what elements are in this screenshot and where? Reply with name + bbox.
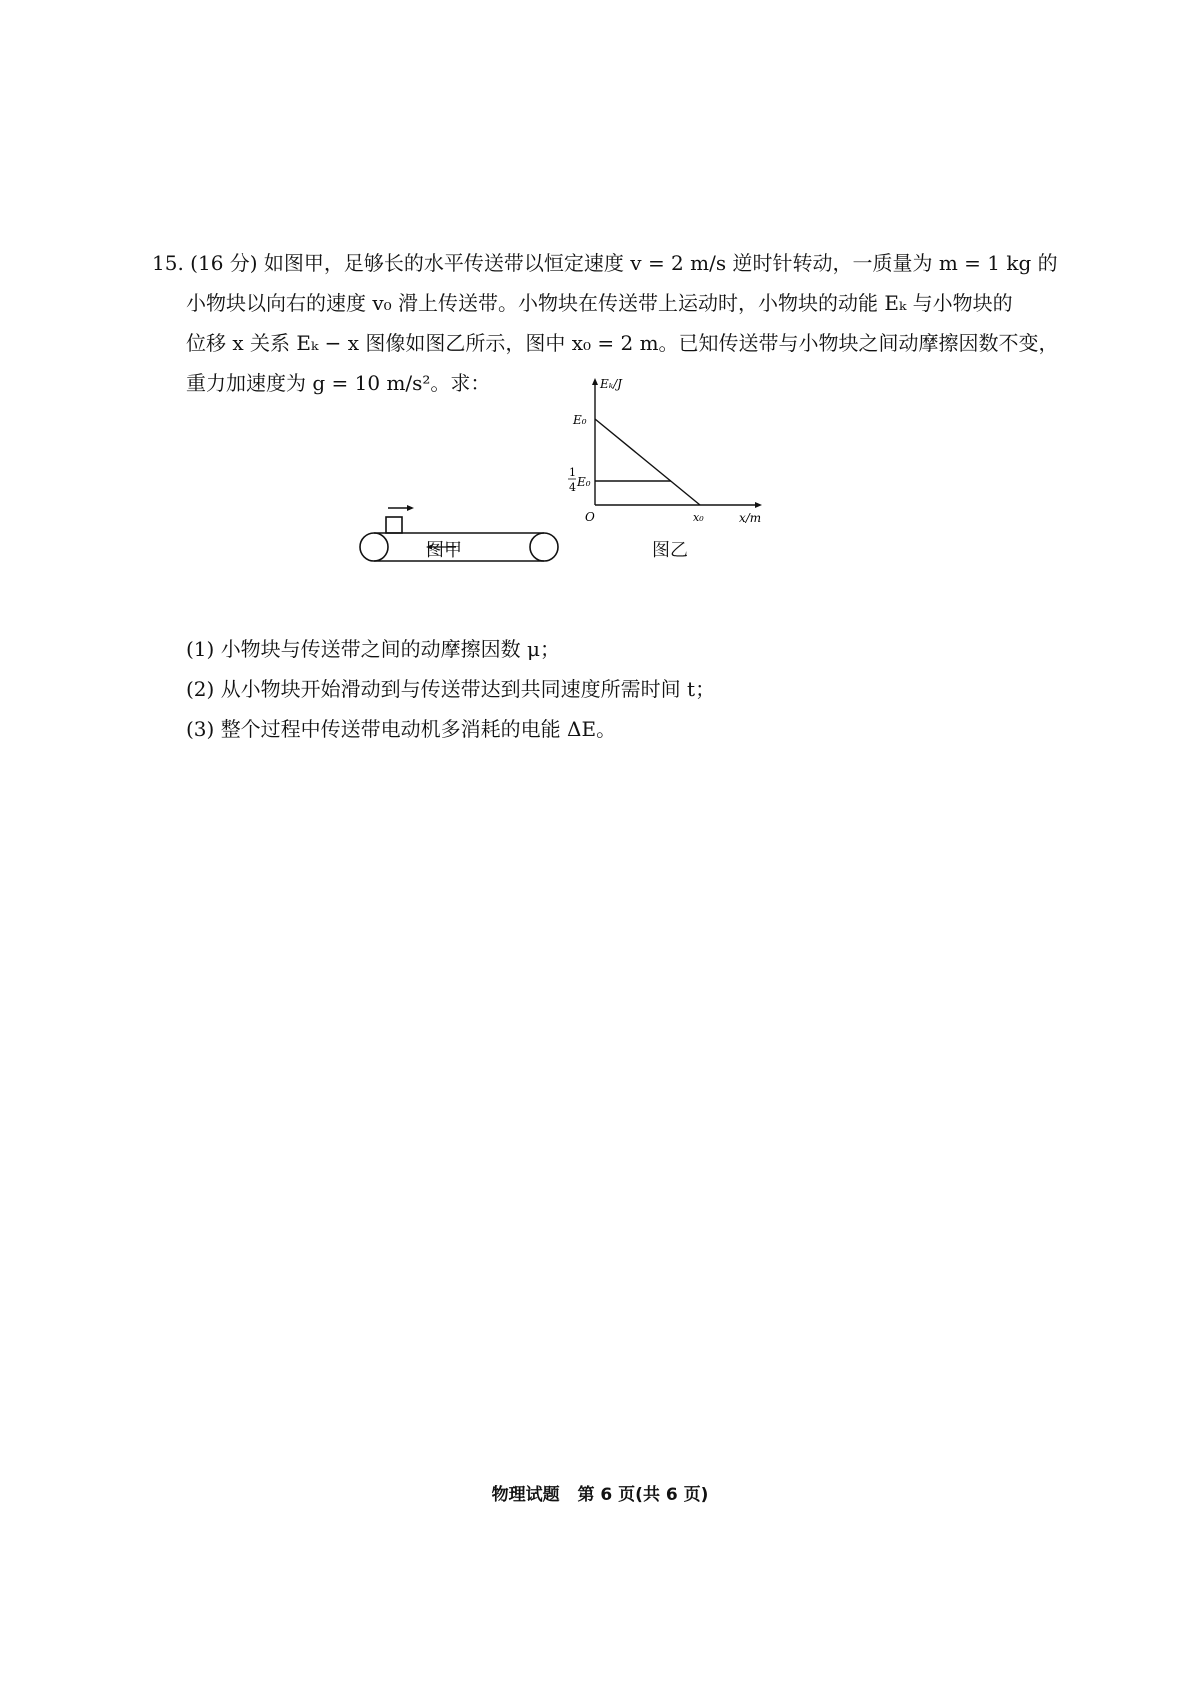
y-axis-arrowhead: [592, 378, 598, 385]
problem-line-2: 小物块以向右的速度 v₀ 滑上传送带。小物块在传送带上运动时，小物块的动能 Eₖ 与小物块的: [186, 291, 1013, 315]
origin-label: O: [585, 510, 595, 524]
quarter-numerator: 1: [569, 466, 576, 479]
figure-b-caption: 图乙: [652, 540, 688, 561]
e0-tick-label: E₀: [573, 413, 587, 427]
problem-line-3: 位移 x 关系 Eₖ − x 图像如图乙所示，图中 x₀ = 2 m。已知传送带与小物块之间动摩擦因数不变，: [186, 331, 1059, 355]
block: [386, 517, 402, 533]
right-pulley: [530, 533, 558, 561]
quarter-denominator: 4: [569, 481, 576, 494]
quarter-symbol: E₀: [577, 475, 591, 489]
ek-x-graph: [565, 375, 795, 525]
sub-questions: [186, 629, 715, 749]
question-2: (2) 从小物块开始滑动到与传送带达到共同速度所需时间 t；: [186, 677, 716, 701]
question-1: (1) 小物块与传送带之间的动摩擦因数 μ；: [186, 637, 561, 661]
x-axis-arrowhead: [755, 502, 762, 508]
problem-line-1: 15. (16 分) 如图甲，足够长的水平传送带以恒定速度 v = 2 m/s 逆时针转动，一质量为 m = 1 kg 的: [152, 251, 1058, 275]
block-velocity-arrowhead: [407, 505, 414, 511]
footer-subject: 物理试题: [491, 1485, 560, 1505]
ek-line: [595, 419, 700, 505]
question-3: (3) 整个过程中传送带电动机多消耗的电能 ΔE。: [186, 717, 617, 741]
y-axis-label: Eₖ/J: [600, 377, 622, 391]
x-axis-label: x/m: [739, 511, 762, 525]
figures: [360, 377, 860, 605]
x0-tick-label: x₀: [693, 511, 704, 524]
page-footer: [0, 1480, 1200, 1505]
problem-line-4: 重力加速度为 g = 10 m/s²。求：: [186, 371, 491, 395]
figure-a-caption: 图甲: [426, 540, 462, 561]
footer-page: 第 6 页(共 6 页): [577, 1485, 709, 1505]
left-pulley: [360, 533, 388, 561]
